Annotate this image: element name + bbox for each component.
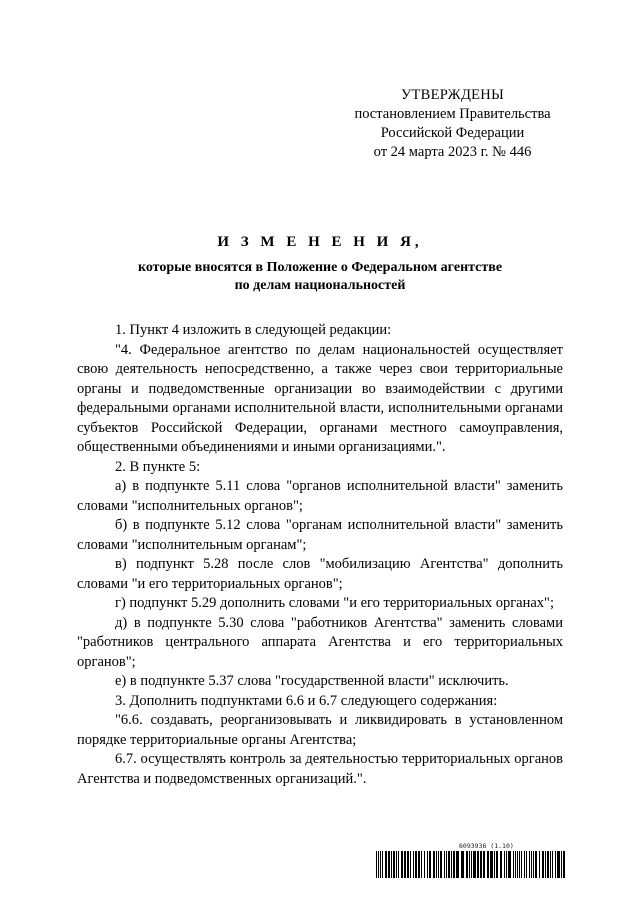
barcode-bar: [456, 851, 459, 878]
barcode-bar: [483, 851, 485, 878]
barcode-bar: [380, 851, 381, 878]
barcode-icon: [376, 851, 566, 878]
approval-stamp: [330, 86, 575, 162]
barcode-bar: [524, 851, 525, 878]
barcode-bar: [396, 851, 397, 878]
barcode-bar: [504, 851, 505, 878]
barcode-bar: [453, 851, 455, 878]
barcode-bar: [376, 851, 377, 878]
barcode-bar: [433, 851, 435, 878]
barcode-bar: [444, 851, 445, 878]
barcode-bar: [513, 851, 514, 878]
approval-date-number: от 24 марта 2023 г. № 446: [373, 144, 532, 160]
barcode-bar: [385, 851, 387, 878]
barcode-bar: [539, 851, 540, 878]
barcode-bar: [427, 851, 428, 878]
paragraph: д) в подпункте 5.30 слова "работников Агентства" заменить словами "работников центрального аппарата Агентства и его территориальных органов";: [77, 614, 563, 670]
barcode-bar: [563, 851, 565, 878]
paragraph: "4. Федеральное агентство по делам национальностей осуществляет свою деятельность непосредственно, а также через свои территориальные органы и подведомственные организации во взаимодействии с другими федеральными органами исполнительной власти, исполнительными органами субъектов Российской Федерации, органами местного самоуправления, общественными объединениями и иными организациями.".: [77, 341, 563, 455]
barcode-bar: [542, 851, 544, 878]
barcode-bar: [517, 851, 518, 878]
barcode-bar: [407, 851, 409, 878]
barcode-bar: [547, 851, 549, 878]
barcode-bar: [480, 851, 482, 878]
barcode-bar: [526, 851, 527, 878]
barcode-bar: [471, 851, 472, 878]
document-body: [77, 321, 563, 789]
barcode-bar: [469, 851, 470, 878]
barcode-bar: [529, 851, 530, 878]
paragraph: 2. В пункте 5:: [115, 458, 201, 475]
barcode-bar: [440, 851, 442, 878]
barcode-bar: [410, 851, 411, 878]
barcode-bar: [519, 851, 520, 878]
barcode-bar: [391, 851, 392, 878]
barcode-bar: [388, 851, 390, 878]
barcode-bar: [508, 851, 511, 878]
barcode-bar: [413, 851, 414, 878]
barcode-bar: [401, 851, 403, 878]
barcode-bar: [438, 851, 439, 878]
approval-line: Российской Федерации: [380, 125, 525, 141]
barcode-bar: [487, 851, 489, 878]
barcode-bar: [446, 851, 447, 878]
barcode-bar: [550, 851, 551, 878]
paragraph: е) в подпункте 5.37 слова "государственной власти" исключить.: [115, 673, 509, 689]
paragraph: 1. Пункт 4 изложить в следующей редакции:: [115, 322, 392, 338]
paragraph: 3. Дополнить подпунктами 6.6 и 6.7 следующего содержания:: [115, 692, 498, 709]
barcode-bar: [521, 851, 522, 878]
barcode-bar: [448, 851, 450, 878]
barcode-bar: [466, 851, 468, 878]
barcode-bar: [461, 851, 464, 878]
barcode-bar: [473, 851, 476, 878]
barcode-bar: [496, 851, 498, 878]
barcode-bar: [415, 851, 417, 878]
barcode-bar: [404, 851, 406, 878]
document-subtitle: [0, 259, 640, 295]
barcode-bar: [557, 851, 560, 878]
barcode-bar: [490, 851, 493, 878]
barcode-bar: [535, 851, 537, 878]
barcode-bar: [533, 851, 534, 878]
barcode-bar: [421, 851, 422, 878]
document-title: И З М Е Н Е Н И Я,: [217, 234, 423, 250]
subtitle-line: по делам национальностей: [234, 278, 406, 293]
barcode-bar: [418, 851, 420, 878]
barcode-bar: [477, 851, 479, 878]
paragraph: а) в подпункте 5.11 слова "органов исполнительной власти" заменить словами "исполнительных органов";: [77, 478, 563, 514]
barcode-bar: [429, 851, 431, 878]
paragraph: г) подпункт 5.29 дополнить словами "и его территориальных органах";: [115, 595, 555, 611]
barcode-bar: [515, 851, 516, 878]
barcode-bar: [398, 851, 399, 878]
barcode-bar: [382, 851, 383, 878]
barcode-bar: [500, 851, 502, 878]
paragraph: в) подпункт 5.28 после слов "мобилизацию Агентства" дополнить словами "и его территориальных органов";: [77, 556, 563, 592]
barcode-bar: [451, 851, 452, 878]
barcode-bar: [552, 851, 553, 878]
barcode-bar: [555, 851, 556, 878]
paragraph: б) в подпункте 5.12 слова "органам исполнительной власти" заменить словами "исполнительным органам";: [77, 517, 563, 553]
approval-heading: УТВЕРЖДЕНЫ: [400, 87, 505, 103]
paragraph: 6.7. осуществлять контроль за деятельностью территориальных органов Агентства и подведомственных организаций.".: [77, 751, 563, 787]
barcode-bar: [436, 851, 437, 878]
barcode-bar: [393, 851, 395, 878]
paragraph: "6.6. создавать, реорганизовывать и ликвидировать в установленном порядке территориальные органы Агентства;: [77, 712, 563, 748]
approval-line: постановлением Правительства: [354, 106, 551, 122]
barcode-number: 6093936 (1.10): [459, 842, 514, 850]
barcode-bar: [561, 851, 562, 878]
barcode-bar: [506, 851, 507, 878]
barcode-bar: [424, 851, 425, 878]
barcode-bar: [494, 851, 495, 878]
subtitle-line: которые вносятся в Положение о Федеральном агентстве: [137, 260, 503, 275]
barcode-bar: [545, 851, 546, 878]
barcode-bar: [378, 851, 379, 878]
barcode-bar: [531, 851, 532, 878]
